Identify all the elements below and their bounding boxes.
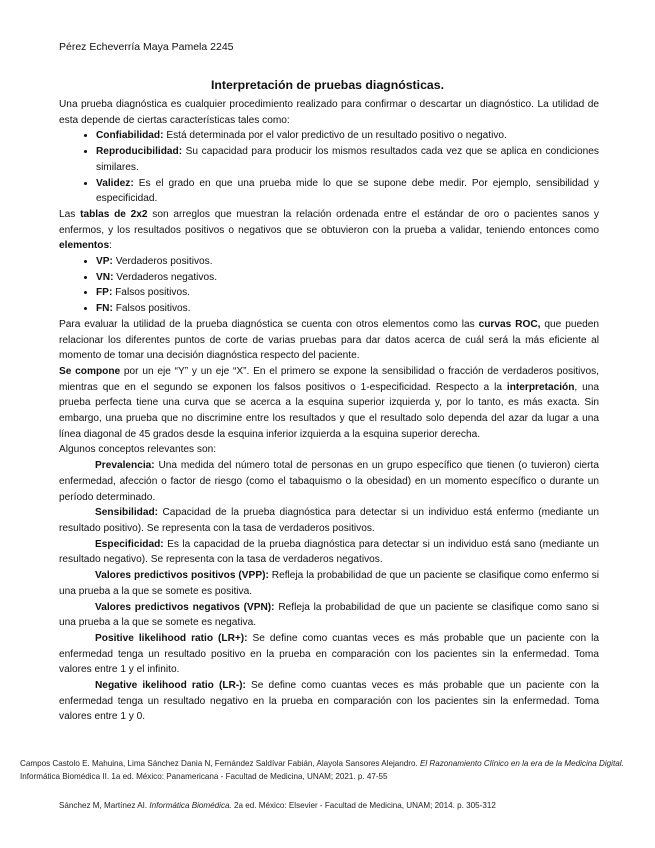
- list-item: • Confiabilidad: Está determinada por el valor predictivo de un resultado positivo o negativo.: [96, 128, 599, 144]
- page-title: Interpretación de pruebas diagnósticas.: [210, 78, 445, 92]
- list-item: • Validez: Es el grado en que una prueba mide lo que se supone debe medir. Por ejemplo, sensibilidad y especificidad.: [96, 176, 599, 207]
- compose-paragraph: Se compone por un eje “Y” y un eje “X”. En el primero se expone la sensibilidad o fracción de verdaderos positivos, mientras que en el segundo se exponen los falsos positivos o 1-especificidad. Respecto a la interpretación, una prueba perfecta tiene una curva que se acerca a la esquina superior izquierda y, por lo tanto, es más exacta. Sin embargo, una prueba que no discrimine entre los resultados y que el resultado solo dependa del azar da lugar a una línea diagonal de 45 grados desde la esquina inferior izquierda a la esquina superior derecha.: [59, 365, 600, 440]
- list-item: • FP: Falsos positivos.: [96, 285, 599, 301]
- concept-vpn: Valores predictivos negativos (VPN): Refleja la probabilidad de que un paciente se clasifique como sano si una prueba a la que se somete es negativa.: [59, 601, 600, 629]
- intro-paragraph: Una prueba diagnóstica es cualquier procedimiento realizado para confirmar o descartar un diagnóstico. La utilidad de esta depende de ciertas características tales como:: [59, 99, 599, 126]
- concepts-intro: Algunos conceptos relevantes son:: [59, 444, 217, 456]
- elements-list: [59, 254, 599, 317]
- list-item: • FN: Falsos positivos.: [96, 301, 599, 317]
- concept-prevalencia: Prevalencia: Una medida del número total de personas en un grupo específico que tienen (o tuvieron) cierta enfermedad, afección o factor de riesgo (como el tabaquismo o la obesidad) en un momento específico o durante un período determinado.: [59, 460, 599, 503]
- author-line: Pérez Echeverría Maya Pamela 2245: [59, 41, 234, 53]
- concept-especificidad: Especificidad: Es la capacidad de la prueba diagnóstica para detectar si un individuo está sano (mediante un resultado negativo). Se representa con la tasa de verdaderos negativos.: [59, 538, 599, 566]
- reference-1: Campos Castolo E. Mahuina, Lima Sánchez Dania N, Fernández Saldívar Fabián, Alayola Sansores Alejandro. El Razonamiento Clínico en la era de la Medicina Digital. Informática Biomédica II. 1a ed. México: Panamericana - Facultad de Medicina, UNAM; 2021. p. 47-55: [20, 759, 624, 781]
- document-body: [59, 97, 599, 725]
- list-item: • VN: Verdaderos negativos.: [96, 270, 599, 286]
- concept-sensibilidad: Sensibilidad: Capacidad de la prueba diagnóstica para detectar si un individuo está enfermo (mediante un resultado positivo). Se representa con la tasa de verdaderos positivos.: [59, 507, 599, 534]
- reference-2: Sánchez M, Martínez AI. Informática Biomédica. 2a ed. México: Elsevier - Facultad de Medicina, UNAM; 2014. p. 305-312: [59, 801, 496, 810]
- concept-lr-positive: Positive likelihood ratio (LR+): Se define como cuantas veces es más probable que un paciente con la enfermedad tenga un resultado positivo en la prueba en comparación con los pacientes sin la enfermedad. Toma valores entre 1 y el infinito.: [59, 632, 599, 676]
- concept-lr-negative: Negative ikelihood ratio (LR-): Se define como cuantas veces es más probable que un paciente con la enfermedad tenga un resultado negativo en la prueba en comparación con los pacientes sin la enfermedad. Toma valores entre 1 y 0.: [59, 680, 599, 723]
- list-item: • VP: Verdaderos positivos.: [96, 254, 599, 270]
- characteristics-list: [59, 128, 599, 207]
- concept-vpp: Valores predictivos positivos (VPP): Refleja la probabilidad de que un paciente se clasifique como enfermo si una prueba a la que se somete es positiva.: [59, 570, 599, 597]
- roc-paragraph: Para evaluar la utilidad de la prueba diagnóstica se cuenta con otros elementos como las curvas ROC, que pueden relacionar los diferentes puntos de corte de varias pruebas para dar datos acerca de cuál será la más eficiente al momento de tomar una decisión diagnóstica respecto del paciente.: [59, 318, 600, 362]
- tables-paragraph: Las tablas de 2x2 son arreglos que muestran la relación ordenada entre el estándar de oro o pacientes sanos y enfermos, y los resultados positivos o negativos que se obtuvieron con la prueba a validar, teniendo entonces como elementos:: [59, 208, 599, 252]
- list-item: • Reproducibilidad: Su capacidad para producir los mismos resultados cada vez que se aplica en condiciones similares.: [96, 144, 599, 175]
